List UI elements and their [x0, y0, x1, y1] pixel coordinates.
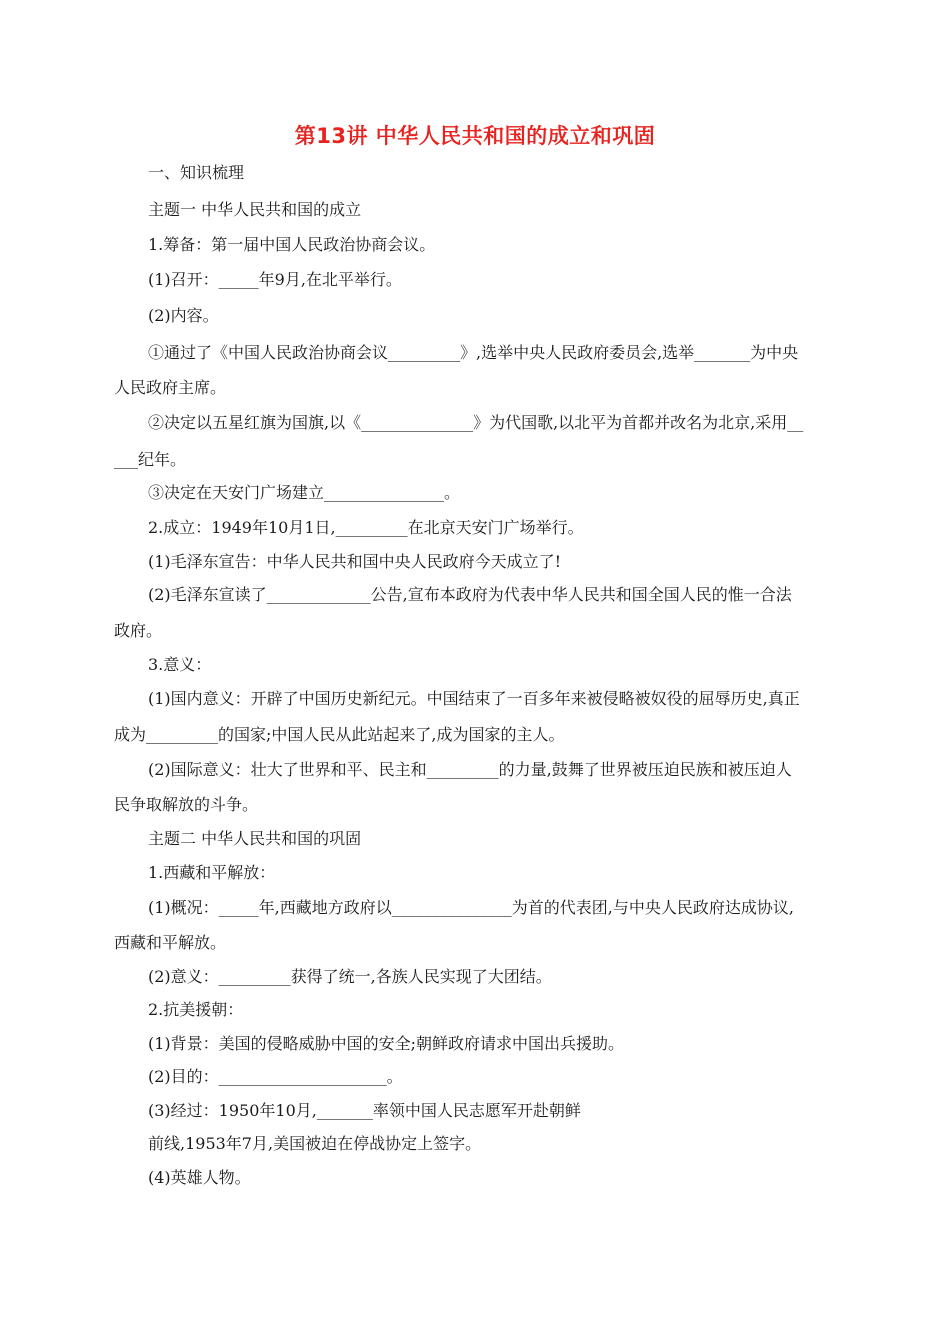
text-line: (1)召开：_____年9月,在北平举行。: [148, 270, 402, 289]
text-line: ①通过了《中国人民政治协商会议_________》,选举中央人民政府委员会,选举_______为中央: [148, 343, 799, 362]
text-line: ②决定以五星红旗为国旗,以《______________》为代国歌,以北平为首都并改名为北京,采用__: [148, 413, 804, 432]
text-line: 1.西藏和平解放：: [148, 863, 276, 882]
text-line: (1)背景：美国的侵略威胁中国的安全;朝鲜政府请求中国出兵援助。: [148, 1034, 625, 1053]
text-line: 2.抗美援朝：: [148, 1000, 244, 1019]
text-line: (2)毛泽东宣读了_____________公告,宣布本政府为代表中华人民共和国全国人民的惟一合法: [148, 585, 792, 604]
text-line: (1)概况：_____年,西藏地方政府以_______________为首的代表团,与中央人民政府达成协议,: [148, 898, 794, 917]
text-line: 政府。: [114, 621, 163, 640]
text-line: 3.意义：: [148, 655, 212, 674]
text-line: 1.筹备：第一届中国人民政治协商会议。: [148, 235, 436, 254]
text-line: 民争取解放的斗争。: [114, 795, 259, 814]
text-line: ③决定在天安门广场建立_______________。: [148, 483, 461, 502]
text-line: (2)内容。: [148, 306, 219, 325]
lesson-title: 第13讲 中华人民共和国的成立和巩固: [294, 124, 656, 148]
topic-heading: 主题一 中华人民共和国的成立: [148, 200, 362, 219]
text-line: (2)意义：_________获得了统一,各族人民实现了大团结。: [148, 967, 552, 986]
section-heading: 一、知识梳理: [148, 163, 245, 182]
text-line: (1)毛泽东宣告：中华人民共和国中央人民政府今天成立了!: [148, 552, 562, 571]
text-line: 2.成立：1949年10月1日,_________在北京天安门广场举行。: [148, 518, 584, 537]
text-line: (3)经过：1950年10月,_______率领中国人民志愿军开赴朝鲜: [148, 1101, 581, 1120]
text-line: ___纪年。: [114, 450, 187, 469]
text-line: (1)国内意义：开辟了中国历史新纪元。中国结束了一百多年来被侵略被奴役的屈辱历史,真正: [148, 689, 800, 708]
text-line: 西藏和平解放。: [114, 933, 227, 952]
text-line: 成为_________的国家;中国人民从此站起来了,成为国家的主人。: [114, 725, 565, 744]
text-line: (2)国际意义：壮大了世界和平、民主和_________的力量,鼓舞了世界被压迫民族和被压迫人: [148, 760, 792, 779]
text-line: 前线,1953年7月,美国被迫在停战协定上签字。: [148, 1134, 482, 1153]
text-line: (2)目的：_____________________。: [148, 1067, 403, 1086]
text-line: (4)英雄人物。: [148, 1168, 251, 1187]
text-line: 人民政府主席。: [114, 378, 227, 397]
topic-heading: 主题二 中华人民共和国的巩固: [148, 829, 362, 848]
